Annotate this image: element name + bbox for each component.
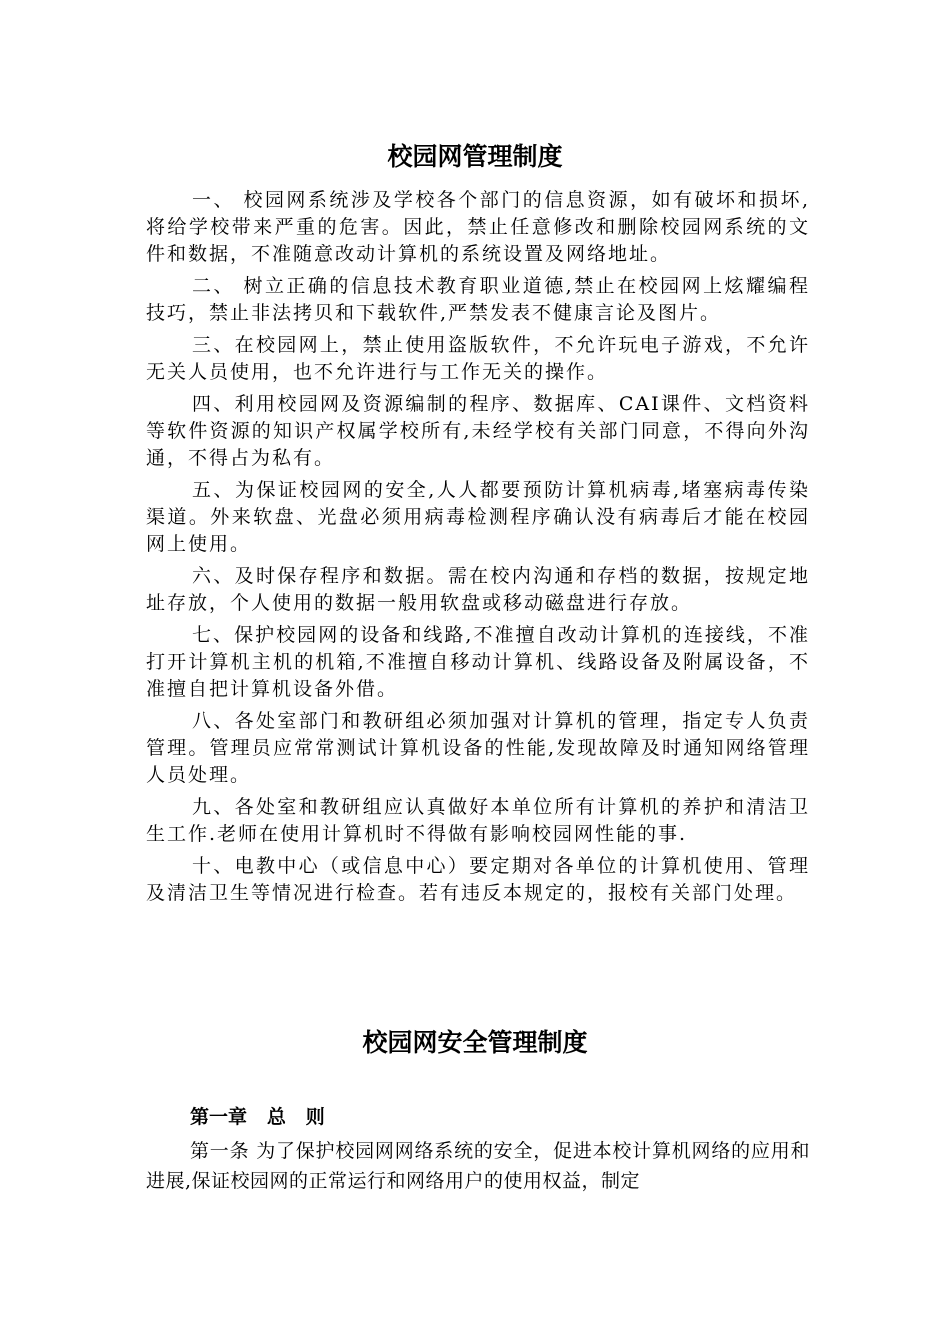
rule-item: 六、及时保存程序和数据。需在校内沟通和存档的数据，按规定地址存放，个人使用的数据一般用软盘或移动磁盘进行存放。 xyxy=(146,565,810,614)
article-paragraph: 第一条 为了保护校园网网络系统的安全，促进本校计算机网络的应用和进展,保证校园网的正常运行和网络用户的使用权益，制定 xyxy=(146,1140,810,1192)
rule-item: 四、利用校园网及资源编制的程序、数据库、CAI课件、文档资料等软件资源的知识产权属学校所有,未经学校有关部门同意，不得向外沟通，不得占为私有。 xyxy=(146,393,810,469)
rules-list xyxy=(146,187,810,912)
document-title: 校园网管理制度 xyxy=(387,142,563,171)
rule-item: 五、为保证校园网的安全,人人都要预防计算机病毒,堵塞病毒传染渠道。外来软盘、光盘必须用病毒检测程序确认没有病毒后才能在校园网上使用。 xyxy=(146,479,810,555)
rule-item: 二、 树立正确的信息技术教育职业道德,禁止在校园网上炫耀编程技巧，禁止非法拷贝和下载软件,严禁发表不健康言论及图片。 xyxy=(146,275,810,324)
rule-item: 一、 校园网系统涉及学校各个部门的信息资源，如有破坏和损坏,将给学校带来严重的危害。因此，禁止任意修改和删除校园网系统的文件和数据，不准随意改动计算机的系统设置及网络地址。 xyxy=(146,189,810,265)
section-title: 校园网安全管理制度 xyxy=(362,1028,588,1057)
rule-item: 九、各处室和教研组应认真做好本单位所有计算机的养护和清洁卫生工作.老师在使用计算机时不得做有影响校园网性能的事. xyxy=(146,796,810,845)
rule-item: 八、各处室部门和教研组必须加强对计算机的管理，指定专人负责管理。管理员应常常测试计算机设备的性能,发现故障及时通知网络管理人员处理。 xyxy=(146,710,810,786)
rule-item: 三、在校园网上，禁止使用盗版软件，不允许玩电子游戏，不允许无关人员使用，也不允许进行与工作无关的操作。 xyxy=(146,334,810,383)
chapter-heading: 第一章 总 则 xyxy=(190,1106,325,1128)
rule-item: 七、保护校园网的设备和线路,不准擅自改动计算机的连接线，不准打开计算机主机的机箱,不准擅自移动计算机、线路设备及附属设备，不准擅自把计算机设备外借。 xyxy=(146,624,810,700)
rule-item: 十、电教中心（或信息中心）要定期对各单位的计算机使用、管理及清洁卫生等情况进行检查。若有违反本规定的，报校有关部门处理。 xyxy=(146,855,810,904)
